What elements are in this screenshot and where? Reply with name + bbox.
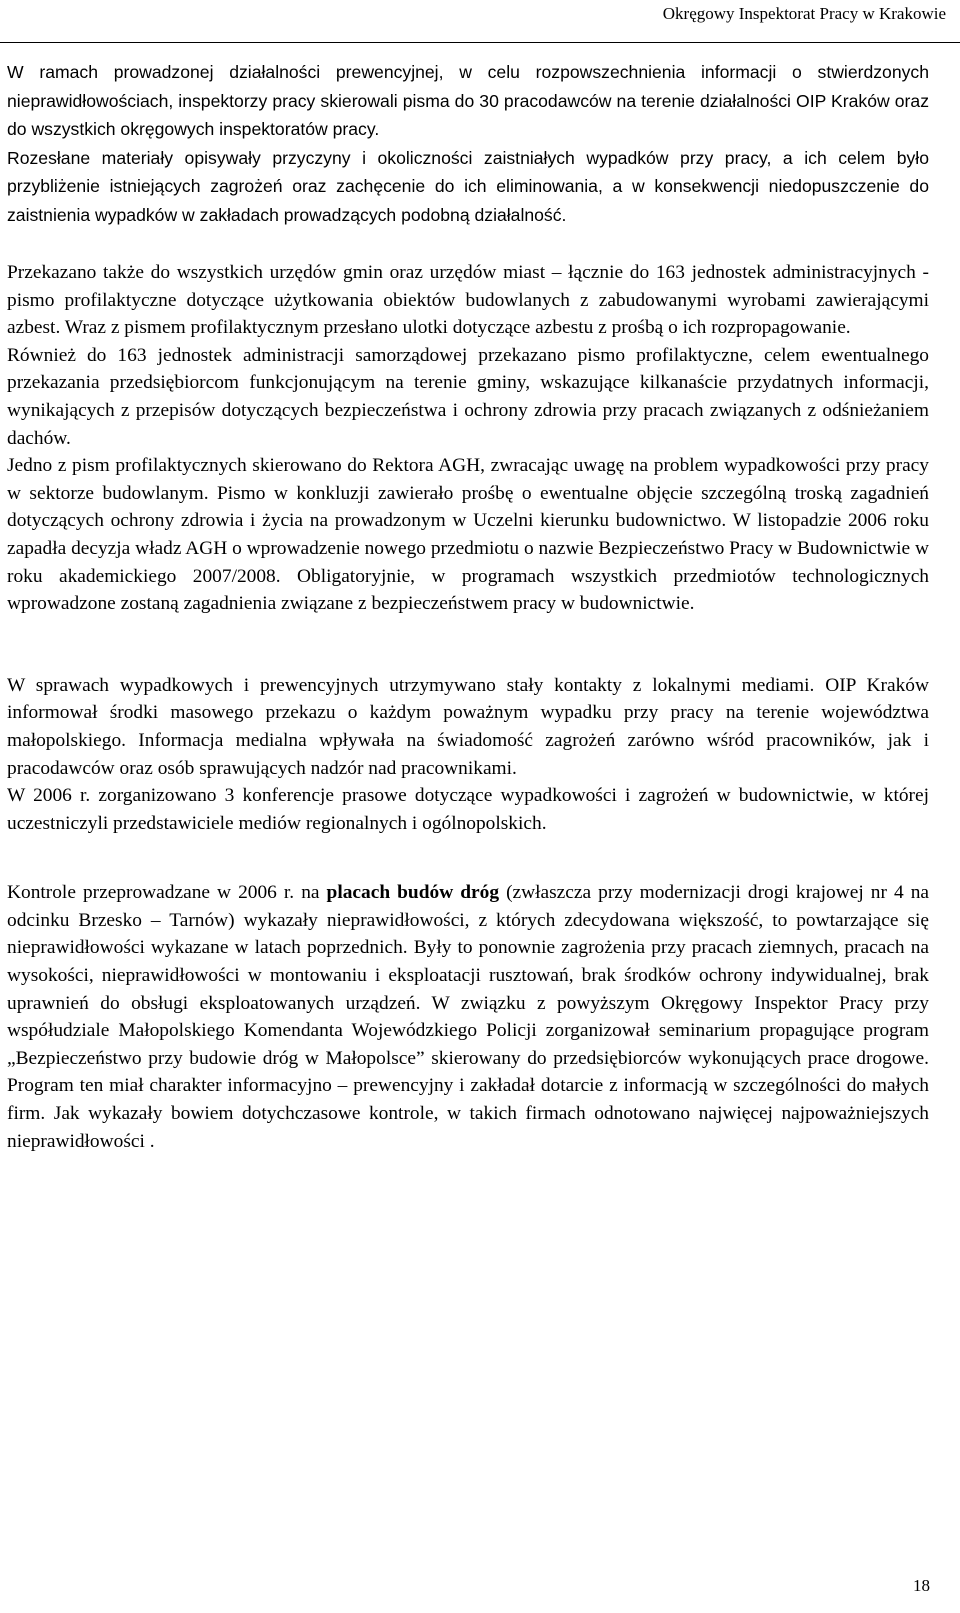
header-title: Okręgowy Inspektorat Pracy w Krakowie xyxy=(662,4,946,23)
paragraph-gap xyxy=(7,229,929,259)
page-header xyxy=(0,0,960,43)
document-body xyxy=(7,58,929,1155)
road-paragraph-end: (zwłaszcza przy modernizacji drogi krajowej nr 4 na odcinku Brzesko – Tarnów) wykazały nieprawidłowości, z których zdecydowana większość, to powtarzające się nieprawidłowości wykazane w latach poprzednich. Były to ponownie zagrożenia przy pracach ziemnych, pracach na wysokości, nieprawidłowości w montowaniu i eksploatacji rusztowań, brak środków ochrony indywidualnej, brak uprawnień do obsługi eksploatowanych urządzeń. W związku z powyższym Okręgowy Inspektor Pracy przy współudziale Małopolskiego Komendanta Wojewódzkiego Policji zorganizował seminarium propagujące program „Bezpieczeństwo przy budowie dróg w Małopolsce” skierowany do przedsiębiorców wykonujących prace drogowe. Program ten miał charakter informacyjno – prewencyjny i zakładał dotarcie z informacją w szczególności do małych firm. Jak wykazały bowiem dotychczasowe kontrole, w takich firmach odnotowano najwięcej najpoważniejszych nieprawidłowości . xyxy=(7,882,929,1152)
paragraph-press-conferences: W 2006 r. zorganizowano 3 konferencje prasowe dotyczące wypadkowości i zagrożeń w budownictwie, w której uczestniczyli przedstawiciele mediów regionalnych i ogólnopolskich. xyxy=(7,785,929,834)
paragraph-road-construction xyxy=(7,879,929,1155)
paragraph-distributed-materials: Rozesłane materiały opisywały przyczyny i okoliczności zaistniałych wypadków przy pracy, a ich celem było przybliżenie istniejących zagrożeń oraz zachęcenie do ich eliminowania, a w konsekwencji niedopuszczenie do zaistnienia wypadków w zakładach prowadzących podobną działalność. xyxy=(7,147,929,225)
paragraph-gap xyxy=(7,618,929,672)
road-paragraph-bold: placach budów dróg xyxy=(326,882,500,904)
road-paragraph-start: Kontrole przeprowadzane w 2006 r. na xyxy=(7,882,327,904)
paragraph-asbestos-letter: Przekazano także do wszystkich urzędów gmin oraz urzędów miast – łącznie do 163 jednostek administracyjnych - pismo profilaktyczne dotyczące użytkowania obiektów budowlanych z zabudowanymi wyrobami zawierającymi azbest. Wraz z pismem profilaktycznym przesłano ulotki dotyczące azbestu z prośbą o ich rozpropagowanie. xyxy=(7,262,929,339)
paragraph-snow-removal-letter: Również do 163 jednostek administracji samorządowej przekazano pismo profilaktyczne, celem ewentualnego przekazania przedsiębiorcom funkcjonującym na terenie gminy, wskazujące kilkanaście przydatnych informacji, wynikających z przepisów dotyczących bezpieczeństwa i ochrony zdrowia przy pracach związanych z odśnieżaniem dachów. xyxy=(7,344,929,449)
paragraph-agh-letter: Jedno z pism profilaktycznych skierowano do Rektora AGH, zwracając uwagę na problem wypadkowości przy pracy w sektorze budowlanym. Pismo w konkluzji zawierało prośbę o ewentualne objęcie szczególną troską zagadnień dotyczących ochrony zdrowia i życia na prowadzonym w Uczelni kierunku budownictwo. W listopadzie 2006 roku zapadła decyzja władz AGH o wprowadzenie nowego przedmiotu o nazwie Bezpieczeństwo Pracy w Budownictwie w roku akademickiego 2007/2008. Obligatoryjnie, w programach wszystkich przedmiotów technologicznych wprowadzone zostaną zagadnienia związane z bezpieczeństwem pracy w budownictwie. xyxy=(7,455,929,615)
page-number: 18 xyxy=(913,1576,930,1595)
paragraph-gap xyxy=(7,837,929,879)
paragraph-preventive-letters: W ramach prowadzonej działalności prewencyjnej, w celu rozpowszechnienia informacji o stwierdzonych nieprawidłowościach, inspektorzy pracy skierowali pisma do 30 pracodawców na terenie działalności OIP Kraków oraz do wszystkich okręgowych inspektoratów pracy. xyxy=(7,62,929,139)
paragraph-media-contacts: W sprawach wypadkowych i prewencyjnych utrzymywano stały kontakty z lokalnymi mediami. OIP Kraków informował środki masowego przekazu o każdym poważnym wypadku przy pracy na terenie województwa małopolskiego. Informacja medialna wpływała na świadomość zagrożeń zarówno wśród pracowników, jak i pracodawców oraz osób sprawujących nadzór nad pracownikami. xyxy=(7,674,929,779)
